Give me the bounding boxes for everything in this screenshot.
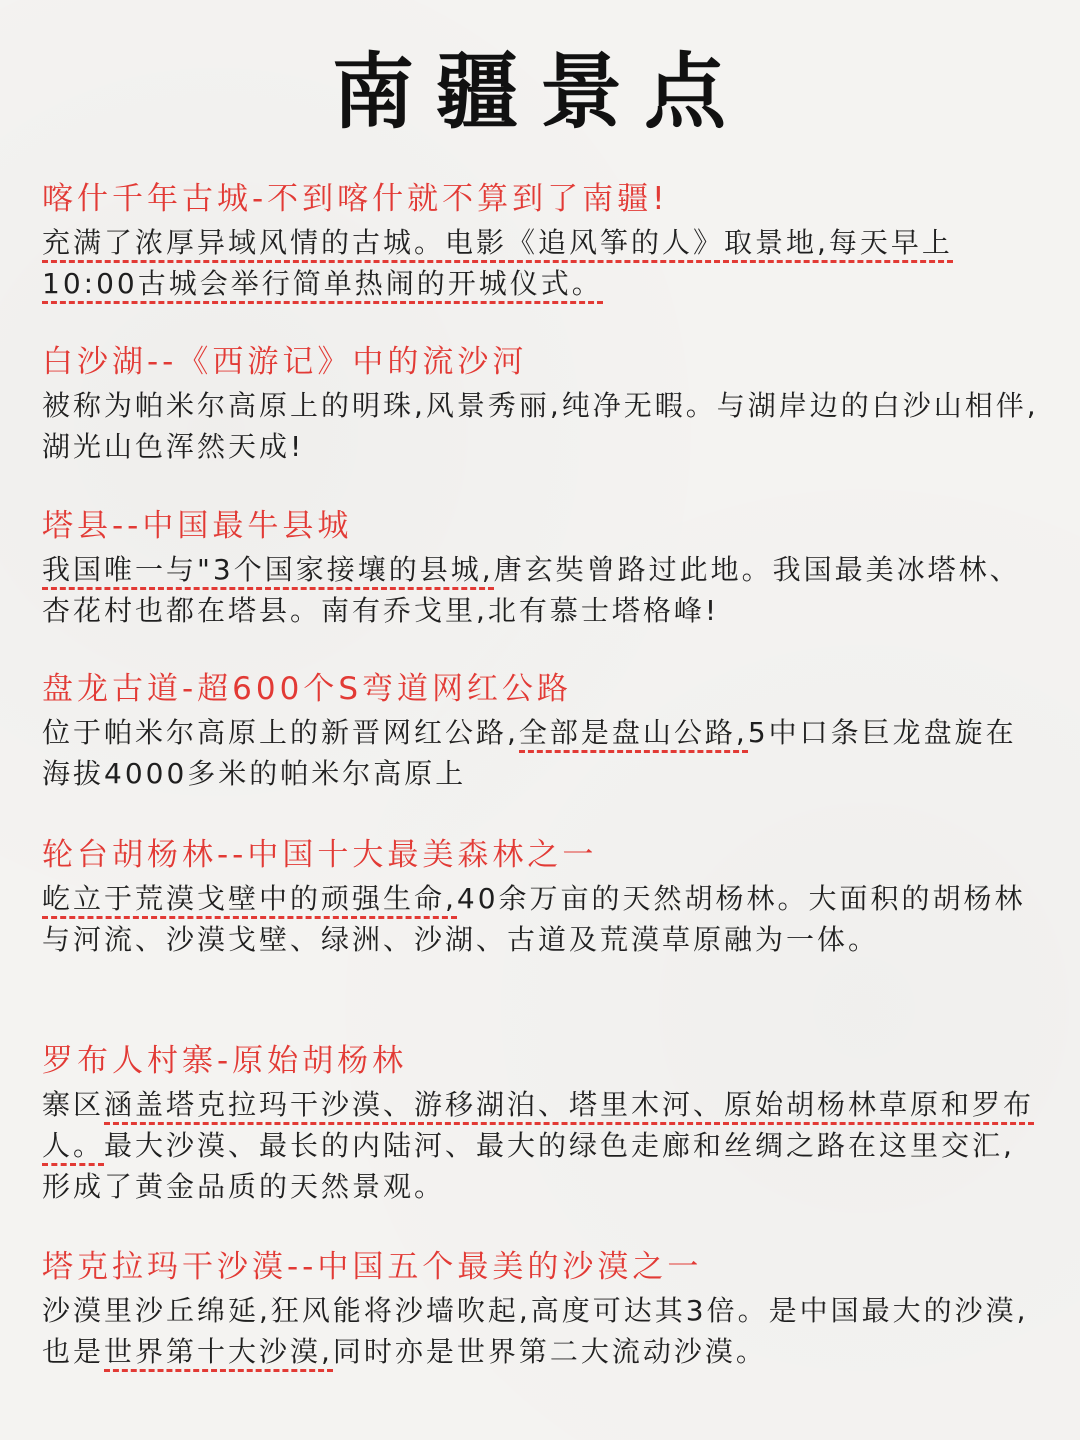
description-text: 位于帕米尔高原上的新晋网红公路,: [42, 716, 519, 749]
attraction-description: [42, 878, 1042, 960]
attraction-heading: 喀什千年古城-不到喀什就不算到了南疆!: [42, 181, 669, 217]
attraction-section: [42, 666, 1042, 794]
attraction-heading: 轮台胡杨林--中国十大最美森林之一: [42, 837, 598, 873]
underlined-text: 世界第十大沙漠,: [104, 1335, 333, 1372]
attraction-heading: 塔克拉玛干沙漠--中国五个最美的沙漠之一: [42, 1249, 703, 1285]
attraction-heading: 盘龙古道-超600个S弯道网红公路: [42, 671, 573, 707]
description-text: 5中口条巨龙盘旋在海拔4000多米的帕米尔高原上: [42, 716, 1017, 790]
attraction-section: [42, 1244, 1042, 1372]
description-text: 被称为帕米尔高原上的明珠,风景秀丽,纯净无暇。与湖岸边的白沙山相伴,湖光山色浑然天成!: [42, 389, 1039, 463]
page-title: 南疆景点: [331, 45, 748, 140]
description-text: 寨区: [42, 1088, 105, 1121]
attraction-heading: 塔县--中国最牛县城: [42, 508, 353, 544]
attraction-description: [42, 549, 1042, 631]
attraction-heading: 白沙湖--《西游记》中的流沙河: [42, 344, 528, 380]
attraction-description: [42, 222, 1042, 304]
attraction-description: [42, 385, 1042, 467]
description-text: 沙漠里沙丘绵延,狂风能将沙墙吹起,高度可达其3倍。是中国最大的沙漠,也是: [42, 1294, 1029, 1368]
attraction-section: [42, 176, 1042, 304]
attraction-section: [42, 503, 1042, 631]
attraction-section: [42, 832, 1042, 960]
underlined-text: 屹立于荒漠戈壁中的顽强生命,: [42, 882, 457, 919]
description-text: 最大沙漠、最长的内陆河、最大的绿色走廊和丝绸之路在这里交汇,形成了黄金品质的天然景观。: [42, 1129, 1015, 1203]
attraction-section: [42, 1038, 1042, 1207]
attraction-description: [42, 1084, 1042, 1207]
attraction-heading: 罗布人村寨-原始胡杨林: [42, 1043, 408, 1079]
underlined-text: 充满了浓厚异域风情的古城。电影《追风筝的人》取景地,每天早上10:00古城会举行简单热闹的开城仪式。: [42, 226, 953, 304]
underlined-text: 全部是盘山公路,: [519, 716, 748, 753]
description-text: 唐玄奘曾路过此地。我国最美冰塔林、杏花村也都在塔县。南有乔戈里,北有慕士塔格峰!: [42, 553, 1021, 627]
underlined-text: 我国唯一与"3个国家接壤的县城,: [42, 553, 494, 590]
underlined-text: 涵盖塔克拉玛干沙漠、游移湖泊、塔里木河、原始胡杨林草原和罗布人。: [42, 1088, 1034, 1166]
attraction-description: [42, 712, 1042, 794]
description-text: 40余万亩的天然胡杨林。大面积的胡杨林与河流、沙漠戈壁、绿洲、沙湖、古道及荒漠草原融为一体。: [42, 882, 1026, 956]
attraction-section: [42, 339, 1042, 467]
attraction-description: [42, 1290, 1042, 1372]
description-text: 同时亦是世界第二大流动沙漠。: [332, 1335, 767, 1368]
